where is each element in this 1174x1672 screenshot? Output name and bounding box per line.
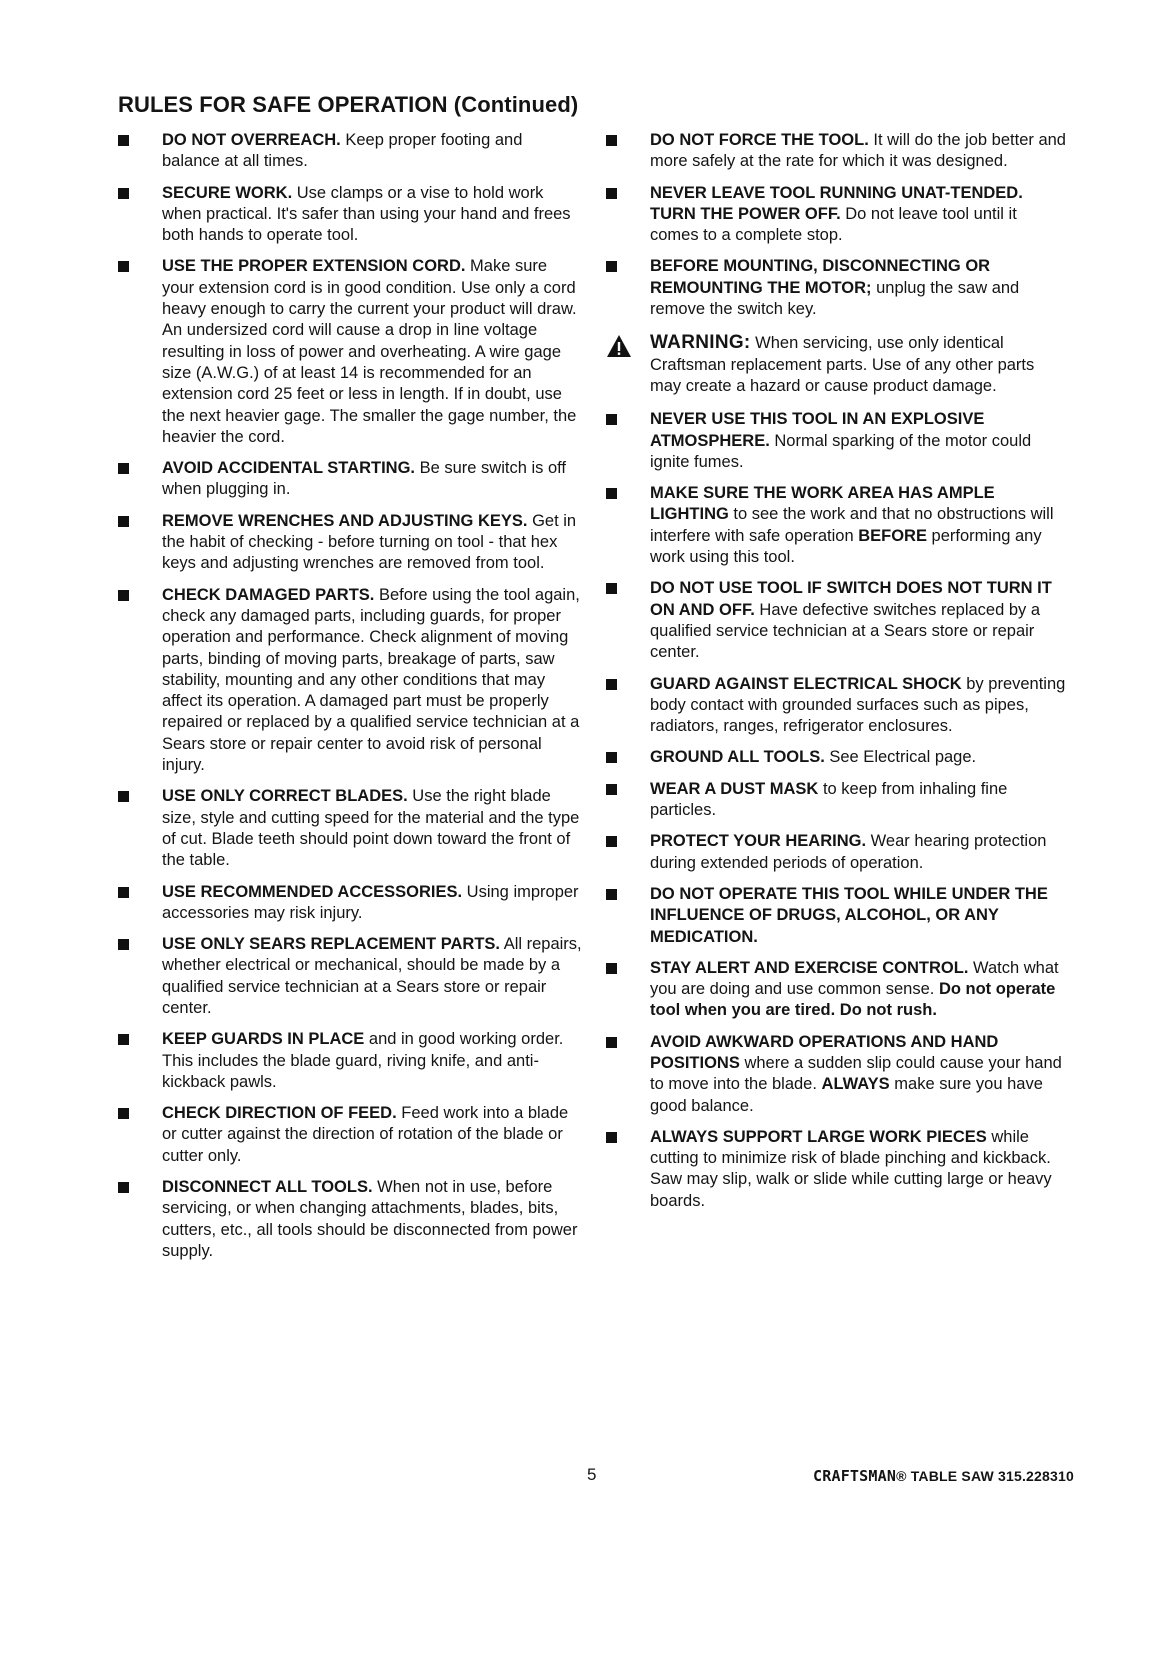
rule-text — [650, 1127, 1068, 1212]
rule-lead: AVOID ACCIDENTAL STARTING. — [162, 459, 415, 478]
rule-body: to see the work and that no obstructions will interfere with safe operation — [650, 505, 1054, 545]
rule-lead: MAKE SURE THE WORK AREA HAS AMPLE LIGHTING — [650, 484, 995, 524]
rule-text — [650, 1032, 1068, 1117]
rule-item — [606, 483, 1068, 568]
rule-item — [606, 831, 1068, 874]
rule-body: by preventing body contact with grounded surfaces such as pipes, radiators, ranges, refrigerator enclosures. — [650, 674, 1066, 736]
rule-item — [118, 511, 583, 575]
rule-lead: WEAR A DUST MASK — [650, 779, 819, 798]
bullet-square-icon — [606, 135, 617, 146]
rule-body: Do not leave tool until it comes to a complete stop. — [650, 204, 1017, 245]
rule-text — [650, 674, 1068, 738]
warning-triangle-icon — [606, 334, 632, 358]
brand-logo: CRAFTSMAN — [813, 1467, 897, 1485]
rule-body: while cutting to minimize risk of blade pinching and kickback. Saw may slip, walk or slide while cutting large or heavy boards. — [650, 1127, 1052, 1210]
rule-text — [162, 585, 583, 777]
rule-text — [650, 831, 1068, 874]
rule-item — [606, 1032, 1068, 1117]
rule-body: All repairs, whether electrical or mechanical, should be made by a qualified service technician at a Sears store or repair center. — [162, 935, 582, 1017]
rule-item — [606, 747, 1068, 768]
bullet-square-icon — [606, 752, 617, 763]
rule-body: unplug the saw and remove the switch key. — [650, 278, 1020, 319]
right-rules-bottom — [606, 409, 1068, 1212]
rule-item — [606, 1127, 1068, 1212]
bullet-square-icon — [606, 963, 617, 974]
left-column — [118, 130, 583, 1272]
bullet-square-icon — [606, 261, 617, 272]
rule-lead: DO NOT USE TOOL IF SWITCH DOES NOT TURN IT ON AND OFF. — [650, 579, 1052, 619]
bullet-square-icon — [118, 791, 129, 802]
rule-lead: DO NOT OPERATE THIS TOOL WHILE UNDER THE INFLUENCE OF DRUGS, ALCOHOL, OR ANY MEDICATION. — [650, 884, 1048, 946]
rule-text — [162, 1103, 583, 1167]
rule-body: It will do the job better and more safely at the rate for which it was designed. — [650, 131, 1066, 171]
rule-item — [606, 958, 1068, 1022]
bullet-square-icon — [118, 1108, 129, 1119]
rule-body: Before using the tool again, check any damaged parts, including guards, for proper operation and performance. Check alignment of moving parts, binding of moving parts, breakage of parts, saw stability, mounting and any other conditions that may affect its operation. A damaged part must be properly repaired or replaced by a qualified service technician at a Sears store or repair center to avoid risk of personal injury. — [162, 585, 580, 775]
rule-body: Use clamps or a vise to hold work when practical. It's safer than using your hand and frees both hands to operate tool. — [162, 183, 571, 245]
rule-lead: USE ONLY CORRECT BLADES. — [162, 787, 408, 806]
rule-text — [162, 511, 583, 575]
rule-body: Keep proper footing and balance at all times. — [162, 131, 523, 171]
rule-lead: REMOVE WRENCHES AND ADJUSTING KEYS. — [162, 511, 528, 530]
bullet-square-icon — [606, 836, 617, 847]
bullet-square-icon — [118, 135, 129, 146]
bullet-square-icon — [606, 188, 617, 199]
rule-text — [650, 779, 1068, 822]
rule-lead: CHECK DIRECTION OF FEED. — [162, 1104, 397, 1123]
rule-item — [118, 786, 583, 871]
rule-lead: SECURE WORK. — [162, 183, 293, 202]
rule-item — [118, 256, 583, 448]
rule-body: Using improper accessories may risk injury. — [162, 882, 579, 922]
rule-text — [162, 1177, 583, 1262]
bullet-square-icon — [606, 889, 617, 900]
rule-emphasis: Do not operate tool when you are tired. Do not rush. — [650, 980, 1056, 1020]
rule-text — [162, 934, 583, 1019]
rule-lead: AVOID AWKWARD OPERATIONS AND HAND POSITIONS — [650, 1032, 999, 1072]
rule-text — [650, 884, 1068, 948]
right-column — [606, 130, 1068, 1222]
rule-text — [650, 409, 1068, 473]
warning-block — [606, 332, 1068, 397]
model-text: TABLE SAW 315.228310 — [910, 1468, 1074, 1484]
rule-tail: performing any work using this tool. — [650, 526, 1042, 567]
rule-item — [606, 409, 1068, 473]
rule-body: Wear hearing protection during extended periods of operation. — [650, 832, 1047, 872]
rule-lead: PROTECT YOUR HEARING. — [650, 832, 867, 851]
rule-body: Make sure your extension cord is in good condition. Use only a cord heavy enough to carry the current your product will draw. An undersized cord will cause a drop in line voltage resulting in loss of power and overheating. A wire gage size (A.W.G.) of at least 14 is recommended for an extension cord 25 feet or less in length. If in doubt, use the next heavier gage. The smaller the gage number, the heavier the cord. — [162, 257, 577, 446]
page-title: RULES FOR SAFE OPERATION (Continued) — [118, 92, 579, 117]
rule-lead: STAY ALERT AND EXERCISE CONTROL. — [650, 958, 969, 977]
rule-lead: ALWAYS SUPPORT LARGE WORK PIECES — [650, 1127, 987, 1146]
rule-lead: DO NOT OVERREACH. — [162, 131, 341, 149]
bullet-square-icon — [118, 1034, 129, 1045]
rule-item — [118, 585, 583, 777]
rule-item — [606, 256, 1068, 320]
rule-text — [162, 458, 583, 501]
rule-item — [118, 458, 583, 501]
rule-text — [162, 1029, 583, 1093]
rule-text — [650, 130, 1068, 173]
rule-body: Have defective switches replaced by a qualified service technician at a Sears store or repair center. — [650, 600, 1041, 662]
rule-body: Use the right blade size, style and cutting speed for the material and the type of cut. Blade teeth should point down toward the front of the table. — [162, 787, 580, 870]
warning-label: WARNING: — [650, 332, 751, 354]
rule-lead: NEVER LEAVE TOOL RUNNING UNAT-TENDED. TURN THE POWER OFF. — [650, 183, 1023, 223]
bullet-square-icon — [118, 261, 129, 272]
rule-body: Feed work into a blade or cutter against the direction of rotation of the blade or cutter only. — [162, 1104, 569, 1165]
bullet-square-icon — [606, 488, 617, 499]
rule-item — [606, 779, 1068, 822]
warning-body: When servicing, use only identical Craftsman replacement parts. Use of any other parts may create a hazard or cause product damage. — [650, 334, 1035, 395]
rule-body: Normal sparking of the motor could ignite fumes. — [650, 431, 1032, 471]
rule-body: Get in the habit of checking - before turning on tool - that hex keys and adjusting wrenches are removed from tool. — [162, 511, 577, 573]
footer-model — [813, 1467, 1074, 1485]
rule-body: See Electrical page. — [824, 748, 977, 767]
rule-item — [606, 183, 1068, 247]
rule-lead: DO NOT FORCE THE TOOL. — [650, 131, 869, 149]
bullet-square-icon — [606, 679, 617, 690]
rule-body: to keep from inhaling fine particles. — [650, 779, 1008, 820]
rule-body: where a sudden slip could cause your hand to move into the blade. — [650, 1053, 1062, 1094]
rule-text — [650, 578, 1068, 663]
bullet-square-icon — [118, 1182, 129, 1193]
rule-item — [118, 1177, 583, 1262]
rule-lead: USE ONLY SEARS REPLACEMENT PARTS. — [162, 935, 501, 954]
rule-item — [606, 578, 1068, 663]
bullet-square-icon — [606, 784, 617, 795]
rule-body: When not in use, before servicing, or when changing attachments, blades, bits, cutters, etc., all tools should be disconnected from power supply. — [162, 1178, 578, 1260]
rule-lead: USE THE PROPER EXTENSION CORD. — [162, 257, 466, 276]
rule-body: Be sure switch is off when plugging in. — [162, 459, 567, 499]
rule-text — [162, 882, 583, 925]
rule-item — [606, 130, 1068, 173]
rule-text — [650, 183, 1068, 247]
rule-item — [118, 882, 583, 925]
bullet-square-icon — [606, 1132, 617, 1143]
rule-body: and in good working order. This includes the blade guard, riving knife, and anti-kickback pawls. — [162, 1030, 564, 1091]
trademark-mark: ® — [896, 1468, 907, 1484]
rule-text — [650, 256, 1068, 320]
bullet-square-icon — [118, 590, 129, 601]
rule-lead: KEEP GUARDS IN PLACE — [162, 1030, 365, 1049]
bullet-square-icon — [118, 188, 129, 199]
rule-emphasis: ALWAYS — [821, 1075, 890, 1094]
rule-lead: NEVER USE THIS TOOL IN AN EXPLOSIVE ATMOSPHERE. — [650, 410, 985, 450]
bullet-square-icon — [118, 887, 129, 898]
rule-item — [118, 1029, 583, 1093]
rule-item — [606, 884, 1068, 948]
bullet-square-icon — [118, 516, 129, 527]
rule-text — [162, 183, 583, 247]
rule-text — [650, 483, 1068, 568]
rule-item — [118, 130, 583, 173]
bullet-square-icon — [118, 463, 129, 474]
rule-lead: CHECK DAMAGED PARTS. — [162, 585, 375, 604]
page-number: 5 — [587, 1465, 597, 1484]
rule-lead: GUARD AGAINST ELECTRICAL SHOCK — [650, 674, 962, 693]
rule-item — [118, 934, 583, 1019]
rule-text — [650, 958, 1068, 1022]
rule-item — [118, 183, 583, 247]
warning-text — [650, 332, 1068, 397]
rule-body: Watch what you are doing and use common sense. — [650, 958, 1059, 999]
rule-tail: make sure you have good balance. — [650, 1075, 1043, 1115]
bullet-square-icon — [118, 939, 129, 950]
right-rules-top — [606, 130, 1068, 320]
rule-emphasis: BEFORE — [858, 526, 927, 545]
rule-item — [118, 1103, 583, 1167]
rule-lead: DISCONNECT ALL TOOLS. — [162, 1178, 373, 1197]
bullet-square-icon — [606, 583, 617, 594]
rule-text — [162, 130, 583, 173]
bullet-square-icon — [606, 1037, 617, 1048]
rule-lead: BEFORE MOUNTING, DISCONNECTING OR REMOUNTING THE MOTOR; — [650, 257, 991, 297]
rule-lead: USE RECOMMENDED ACCESSORIES. — [162, 882, 463, 901]
rule-text — [650, 747, 1068, 768]
rule-text — [162, 786, 583, 871]
rule-lead: GROUND ALL TOOLS. — [650, 748, 825, 767]
rule-item — [606, 674, 1068, 738]
rule-text — [162, 256, 583, 448]
bullet-square-icon — [606, 414, 617, 425]
